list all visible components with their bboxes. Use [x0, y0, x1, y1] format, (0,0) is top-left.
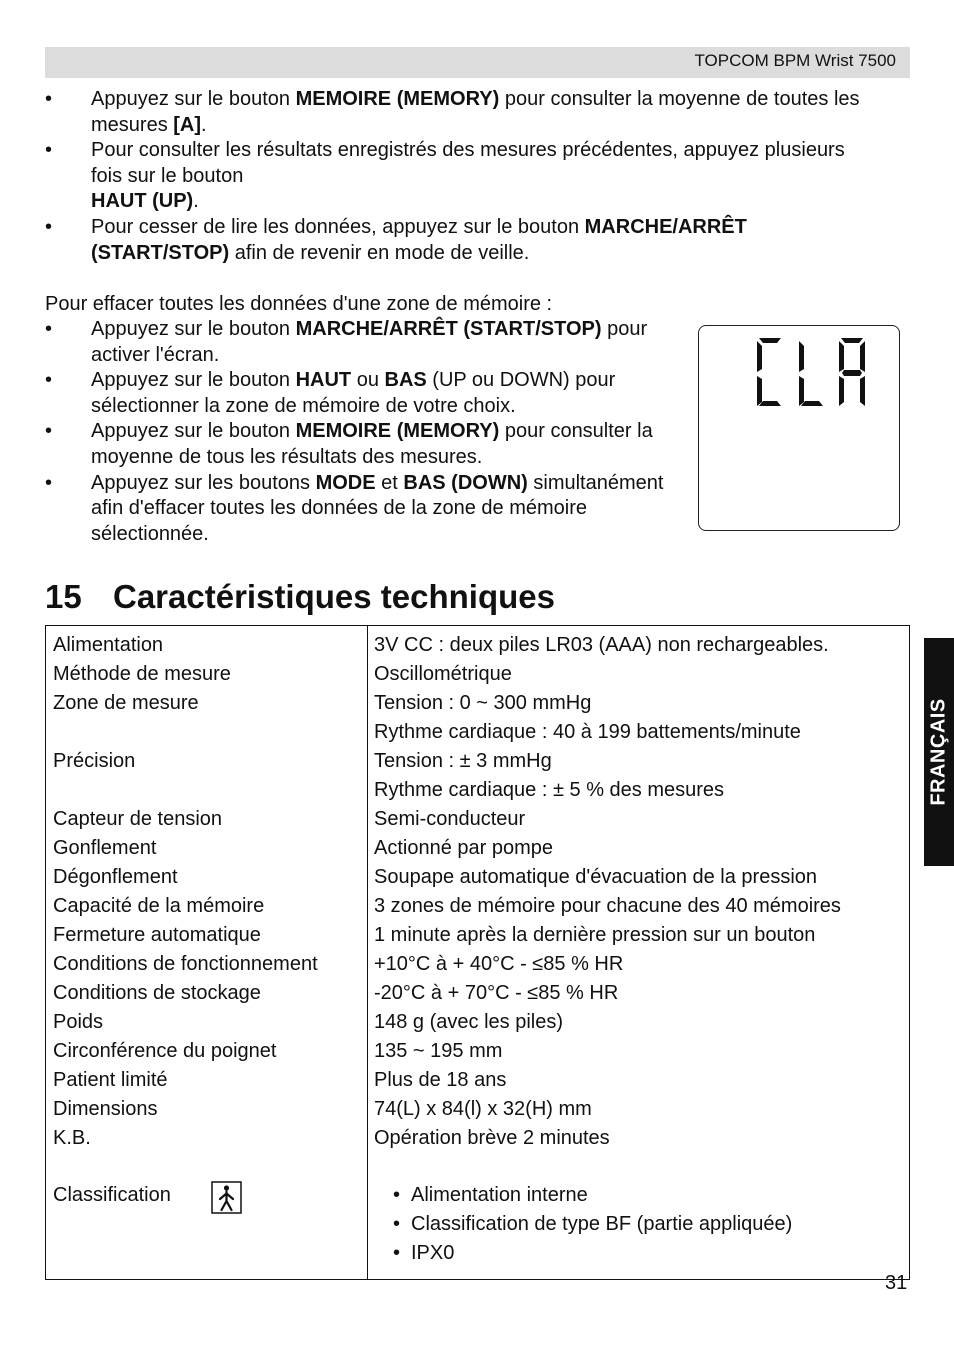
lcd-char-l: [799, 341, 823, 406]
list-item: [45, 138, 865, 215]
specs-values: [374, 631, 904, 1153]
lcd-cla-glyphs: [753, 336, 873, 416]
text: IPX0: [411, 1242, 455, 1264]
spec-label: Patient limité: [53, 1069, 168, 1091]
spec-value: 3 zones de mémoire pour chacune des 40 mémoires: [374, 895, 841, 917]
bullet: •: [45, 369, 53, 392]
spec-value: +10°C à + 40°C - ≤85 % HR: [374, 953, 624, 975]
bold-text: HAUT: [295, 369, 352, 392]
spec-value: 148 g (avec les piles): [374, 1011, 563, 1033]
list-item: [393, 1239, 792, 1268]
spec-value: Tension : ± 3 mmHg: [374, 750, 552, 772]
text: simultanément afin d'effacer toutes les données de la zone de mémoire sélectionnée.: [91, 471, 664, 545]
list-item: [45, 419, 685, 470]
text: Pour consulter les résultats enregistrés des mesures précédentes, appuyez plusieurs fois sur le bouton: [91, 139, 845, 187]
specs-table: [45, 625, 910, 1280]
text: Appuyez sur le bouton: [91, 420, 296, 443]
spec-value: -20°C à + 70°C - ≤85 % HR: [374, 982, 619, 1004]
text: pour consulter la moyenne de tous les résultats des mesures.: [91, 420, 653, 468]
bullet: •: [45, 215, 53, 238]
bullet: •: [45, 139, 53, 162]
section-number: 15: [45, 578, 82, 615]
specs-labels: [53, 631, 363, 1153]
text: Classification de type BF (partie appliquée): [411, 1213, 793, 1235]
spec-value: Tension : 0 ~ 300 mmHg: [374, 692, 592, 714]
header-bar: [45, 47, 910, 78]
bold-text: [A]: [173, 113, 202, 136]
bullet: •: [393, 1242, 401, 1264]
text: .: [201, 113, 207, 136]
spec-label: Capteur de tension: [53, 808, 223, 830]
text: Appuyez sur le bouton: [91, 369, 296, 392]
spec-label: Capacité de la mémoire: [53, 895, 265, 917]
lcd-char-a: [839, 338, 865, 406]
spec-value: Opération brève 2 minutes: [374, 1127, 610, 1149]
spec-value: 1 minute après la dernière pression sur un bouton: [374, 924, 816, 946]
spec-label: Conditions de stockage: [53, 982, 261, 1004]
list-item: [393, 1181, 792, 1210]
memory-bullets: [45, 87, 865, 266]
spec-label: Précision: [53, 750, 136, 772]
bullet: •: [45, 318, 53, 340]
classification-list: [393, 1181, 792, 1268]
text: (UP ou DOWN) pour sélectionner la zone de mémoire de votre choix.: [91, 369, 616, 417]
text: Appuyez sur les boutons: [91, 471, 316, 494]
text: ou: [351, 369, 385, 392]
text: Appuyez sur le bouton: [91, 318, 296, 340]
list-item: [45, 215, 865, 266]
classification-label: Classification: [53, 1184, 171, 1206]
spec-value: Rythme cardiaque : ± 5 % des mesures: [374, 779, 725, 801]
spec-value: 3V CC : deux piles LR03 (AAA) non rechargeables.: [374, 634, 829, 656]
spec-value: 135 ~ 195 mm: [374, 1040, 503, 1062]
bold-text: BAS (DOWN): [403, 471, 528, 494]
bullet: •: [393, 1184, 401, 1206]
spec-value: Rythme cardiaque : 40 à 199 battements/minute: [374, 721, 801, 743]
bold-text: MODE: [315, 471, 376, 494]
list-item: [45, 87, 865, 138]
section-heading: [45, 578, 555, 616]
list-item: [45, 471, 685, 548]
spec-label: Dimensions: [53, 1098, 158, 1120]
bold-text: HAUT (UP): [91, 190, 194, 213]
text: et: [375, 471, 404, 494]
spec-label: Poids: [53, 1011, 104, 1033]
column-divider: [367, 626, 368, 1279]
section-title: Caractéristiques techniques: [113, 578, 555, 615]
list-item: [45, 368, 685, 419]
bold-text: MEMOIRE (MEMORY): [295, 420, 500, 443]
spec-value: Actionné par pompe: [374, 837, 554, 859]
language-tab-label: FRANÇAIS: [927, 698, 950, 806]
text: afin de revenir en mode de veille.: [229, 241, 530, 264]
bold-text: MEMOIRE (MEMORY): [295, 88, 500, 110]
text: Pour cesser de lire les données, appuyez sur le bouton: [91, 215, 585, 238]
text: pour activer l'écran.: [91, 318, 648, 366]
text: pour consulter la moyenne de toutes les mesures: [91, 88, 860, 136]
list-item: [45, 317, 685, 368]
bullet: •: [45, 88, 53, 110]
lcd-char-c: [757, 338, 781, 406]
spec-label: Gonflement: [53, 837, 157, 859]
erase-intro: Pour effacer toutes les données d'une zone de mémoire :: [45, 293, 553, 315]
spec-label: K.B.: [53, 1127, 91, 1149]
list-item: [393, 1210, 792, 1239]
erase-bullets: [45, 317, 685, 547]
spec-label: Dégonflement: [53, 866, 178, 888]
spec-value: Oscillométrique: [374, 663, 512, 685]
spec-label: Méthode de mesure: [53, 663, 231, 685]
spec-label: Fermeture automatique: [53, 924, 261, 946]
header-title: TOPCOM BPM Wrist 7500: [694, 51, 896, 70]
spec-value: 74(L) x 84(l) x 32(H) mm: [374, 1098, 592, 1120]
spec-label: Circonférence du poignet: [53, 1040, 277, 1062]
spec-label: Alimentation: [53, 634, 164, 656]
bullet: •: [45, 420, 53, 443]
bold-text: BAS: [384, 369, 427, 392]
bold-text: MARCHE/ARRÊT (START/STOP): [295, 318, 602, 340]
spec-value: Soupape automatique d'évacuation de la pression: [374, 866, 818, 888]
spec-label: Zone de mesure: [53, 692, 199, 714]
text: .: [193, 190, 199, 213]
bullet: •: [45, 471, 53, 494]
type-bf-body-icon: [211, 1181, 242, 1214]
spec-value: Plus de 18 ans: [374, 1069, 507, 1091]
spec-value: Semi-conducteur: [374, 808, 526, 830]
page-number: 31: [885, 1272, 908, 1294]
bold-text: MARCHE/ARRÊT (START/STOP): [91, 215, 747, 264]
text: Alimentation interne: [411, 1184, 588, 1206]
language-tab: [924, 638, 954, 866]
lcd-display: [698, 325, 900, 531]
text: Appuyez sur le bouton: [91, 88, 296, 110]
spec-label: Conditions de fonctionnement: [53, 953, 318, 975]
bullet: •: [393, 1213, 401, 1235]
